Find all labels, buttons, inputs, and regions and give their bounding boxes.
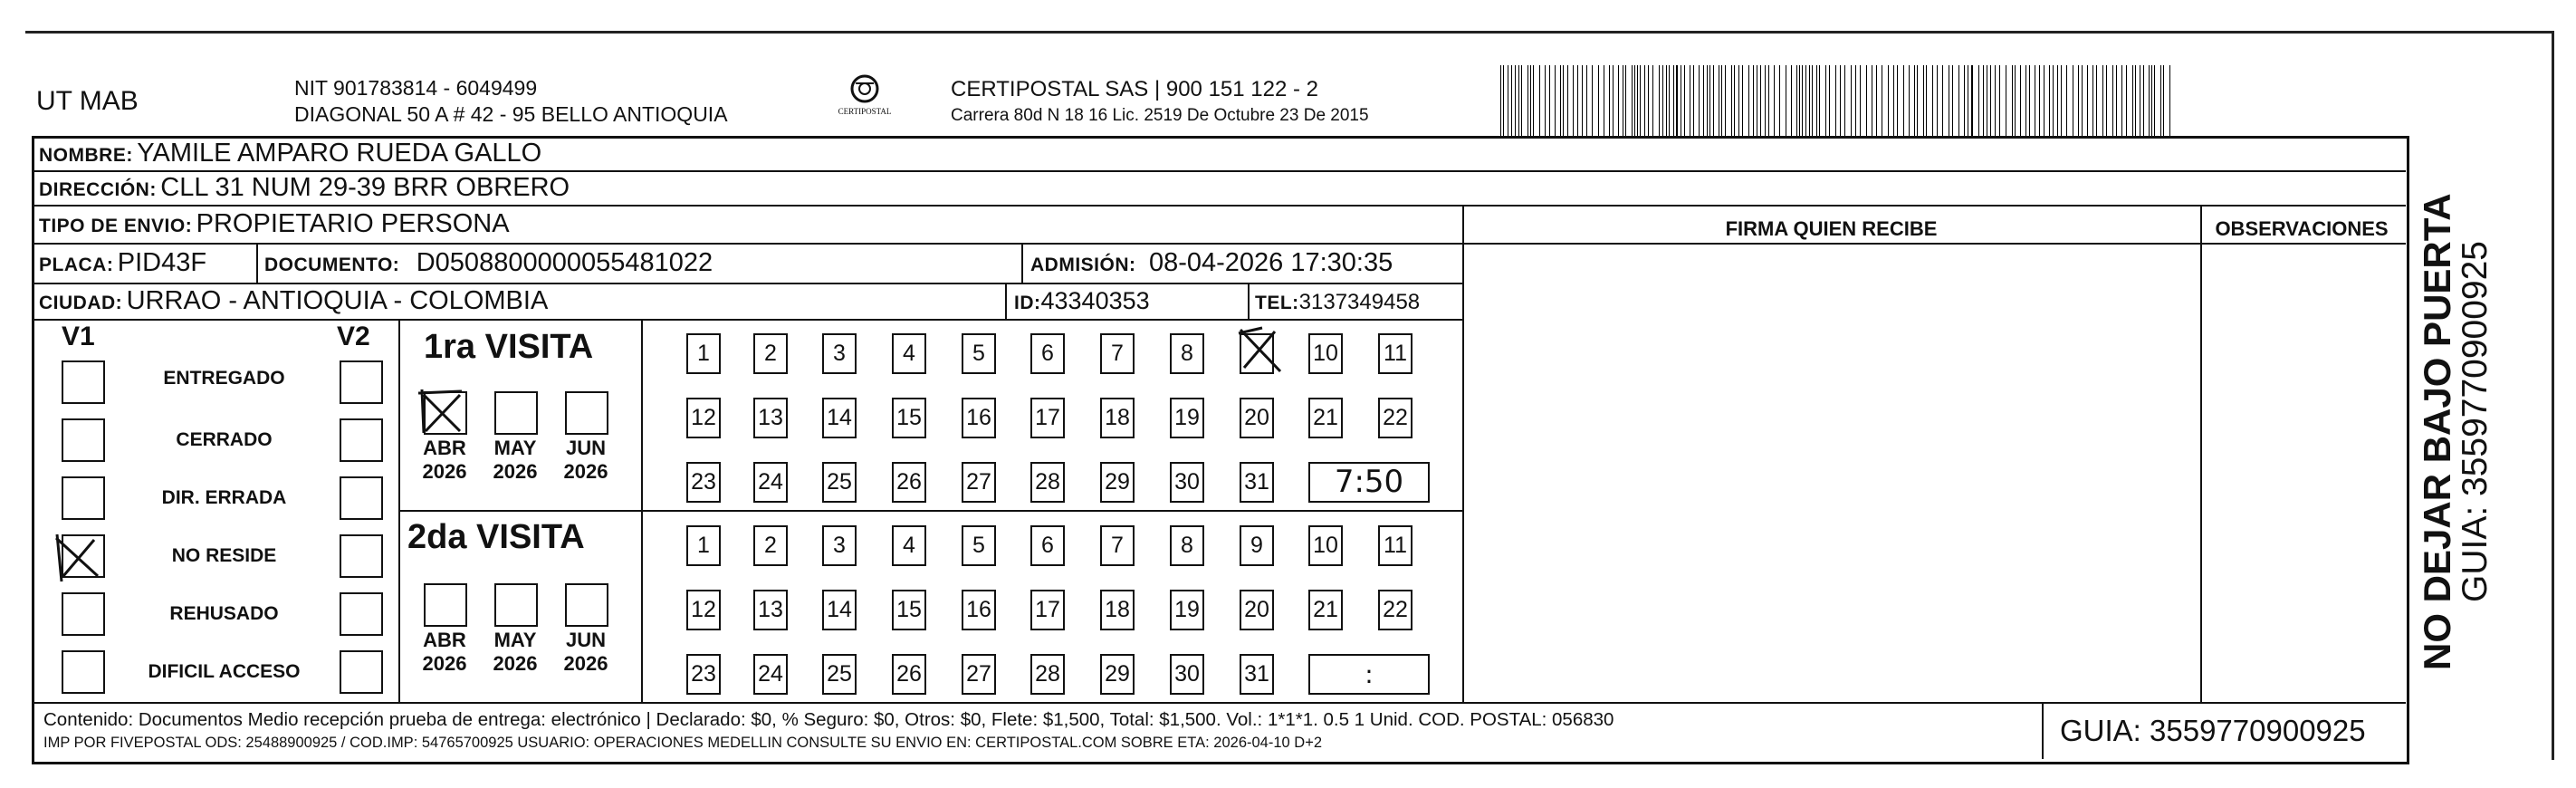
barcode-bar: [2154, 65, 2155, 136]
v2-checkbox[interactable]: [340, 592, 383, 636]
barcode-bar: [2053, 65, 2054, 136]
license-line: Carrera 80d N 18 16 Lic. 2519 De Octubre 23 De 2015: [951, 106, 1369, 125]
barcode-bar: [1738, 65, 1739, 136]
barcode-bar: [2049, 65, 2050, 136]
day-box[interactable]: 29: [1100, 462, 1135, 503]
barcode-bar: [1816, 65, 1817, 136]
barcode-bar: [1888, 65, 1889, 136]
barcode-bar: [2163, 65, 2164, 136]
barcode-bar: [2096, 65, 2097, 136]
barcode-bar: [1971, 65, 1973, 136]
status-label: CERRADO: [176, 429, 273, 450]
day-box[interactable]: 15: [892, 398, 926, 438]
day-box[interactable]: 13: [753, 590, 788, 630]
documento-value: D0508800000055481022: [416, 248, 713, 277]
month-year-label: 2026: [563, 460, 608, 483]
v1-checkbox[interactable]: [62, 418, 105, 462]
month-checkbox[interactable]: [494, 391, 538, 435]
barcode-bar: [1796, 65, 1797, 136]
barcode-bar: [1527, 65, 1528, 136]
month-year-label: 2026: [493, 460, 538, 483]
month-year-label: 2026: [422, 652, 467, 675]
barcode-bar: [2057, 65, 2058, 136]
barcode-bar: [2135, 65, 2136, 136]
placa-label: PLACA:: [39, 255, 114, 275]
barcode-bar: [1539, 65, 1540, 136]
barcode-bar: [1768, 65, 1769, 136]
barcode-bar: [1609, 65, 1610, 136]
barcode-bar: [2092, 65, 2093, 136]
barcode-bar: [1533, 65, 1534, 136]
barcode-bar: [1903, 65, 1904, 136]
day-box[interactable]: 13: [753, 398, 788, 438]
day-box[interactable]: 21: [1308, 398, 1343, 438]
barcode-bar: [1703, 65, 1704, 136]
barcode-bar: [1952, 65, 1953, 136]
certipostal-logo: [833, 71, 896, 125]
day-box[interactable]: 11: [1378, 525, 1412, 566]
v2-checkbox[interactable]: [340, 650, 383, 694]
barcode-bar: [1669, 65, 1670, 136]
barcode-bar: [1809, 65, 1810, 136]
day-box[interactable]: 4: [892, 333, 926, 374]
barcode-bar: [2061, 65, 2062, 136]
tipo-envio-label: TIPO DE ENVIO:: [39, 216, 193, 236]
barcode-bar: [1819, 65, 1820, 136]
v2-label: V2: [337, 322, 370, 351]
day-box[interactable]: 6: [1030, 525, 1065, 566]
barcode-bar: [1684, 65, 1685, 136]
barcode-bar: [1876, 65, 1877, 136]
barcode-bar: [1515, 65, 1516, 136]
logo-text: CERTIPOSTAL: [838, 107, 892, 116]
month-label: JUN: [565, 437, 606, 459]
barcode-bar: [1923, 65, 1924, 136]
day-box[interactable]: 25: [822, 654, 857, 695]
day-box[interactable]: 28: [1030, 462, 1065, 503]
barcode-bar: [1926, 65, 1927, 136]
barcode-bar: [1586, 65, 1587, 136]
barcode-bar: [1937, 65, 1938, 136]
day-box[interactable]: 19: [1170, 398, 1204, 438]
month-label: ABR: [423, 629, 466, 651]
visit-time-box[interactable]: :: [1308, 654, 1430, 695]
observaciones-header: OBSERVACIONES: [2215, 217, 2389, 240]
tipo-envio-value: PROPIETARIO PERSONA: [196, 209, 510, 238]
barcode-bar: [1999, 65, 2000, 136]
handwritten-mark-day-9: [1235, 324, 1288, 377]
barcode-bar: [1760, 65, 1761, 136]
barcode-bar: [2116, 65, 2117, 136]
first-visit-title: 1ra VISITA: [424, 328, 594, 366]
day-box[interactable]: 4: [892, 525, 926, 566]
barcode-bar: [1866, 65, 1867, 136]
barcode-bar: [1802, 65, 1803, 136]
day-box[interactable]: 18: [1100, 398, 1135, 438]
barcode-bar: [1707, 65, 1708, 136]
day-box[interactable]: 2: [753, 525, 788, 566]
admision-label: ADMISIÓN:: [1030, 255, 1136, 275]
direccion-label: DIRECCIÓN:: [39, 179, 157, 200]
barcode-bar: [1983, 65, 1984, 136]
barcode-bar: [1958, 65, 1959, 136]
barcode-bar: [1634, 65, 1635, 136]
barcode-bar: [2126, 65, 2127, 136]
firma-header: FIRMA QUIEN RECIBE: [1725, 217, 1938, 240]
handwritten-check-abr: [415, 386, 473, 438]
day-box[interactable]: 26: [892, 654, 926, 695]
barcode-bar: [1640, 65, 1641, 136]
barcode-bar: [1812, 65, 1813, 136]
barcode-bar: [2020, 65, 2021, 136]
handwritten-check-no-reside: [53, 533, 107, 583]
barcode-bar: [1659, 65, 1660, 136]
barcode-bar: [1774, 65, 1775, 136]
barcode-bar: [1995, 65, 1996, 136]
day-box[interactable]: 5: [962, 333, 996, 374]
barcode-bar: [1734, 65, 1735, 136]
month-year-label: 2026: [422, 460, 467, 483]
barcode-bar: [1709, 65, 1710, 136]
barcode-bar: [1825, 65, 1826, 136]
month-label: MAY: [493, 437, 537, 459]
day-box[interactable]: 7: [1100, 525, 1135, 566]
barcode-bar: [1563, 65, 1564, 136]
day-box[interactable]: 1: [686, 525, 721, 566]
barcode-bar: [1791, 65, 1792, 136]
company-code: UT MAB: [36, 86, 139, 116]
barcode-bar: [1860, 65, 1861, 136]
day-box[interactable]: 31: [1240, 654, 1274, 695]
barcode-bar: [1652, 65, 1653, 136]
day-box[interactable]: 10: [1308, 525, 1343, 566]
v1-checkbox[interactable]: [62, 476, 105, 520]
barcode-bar: [1613, 65, 1614, 136]
barcode-bar: [2106, 65, 2107, 136]
v2-checkbox[interactable]: [340, 534, 383, 578]
barcode-bar: [2149, 65, 2150, 136]
barcode-bar: [1637, 65, 1638, 136]
barcode-bar: [1577, 65, 1578, 136]
barcode-bar: [1598, 65, 1599, 136]
barcode-bar: [1779, 65, 1780, 136]
v1-label: V1: [62, 322, 95, 351]
barcode-bar: [1567, 65, 1568, 136]
day-box[interactable]: 18: [1100, 590, 1135, 630]
barcode-bar: [1909, 65, 1910, 136]
month-label: MAY: [493, 629, 537, 651]
barcode-bar: [1893, 65, 1894, 136]
barcode-bar: [1855, 65, 1856, 136]
day-box[interactable]: 22: [1378, 398, 1412, 438]
barcode-bar: [2082, 65, 2083, 136]
nombre-label: NOMBRE:: [39, 145, 133, 166]
direccion-value: CLL 31 NUM 29-39 BRR OBRERO: [160, 173, 570, 202]
day-box[interactable]: 6: [1030, 333, 1065, 374]
day-box[interactable]: 31: [1240, 462, 1274, 503]
day-box[interactable]: 8: [1170, 333, 1204, 374]
v1-checkbox[interactable]: [62, 592, 105, 636]
imp-line: IMP POR FIVEPOSTAL ODS: 25488900925 / COD.IMP: 54765700925 USUARIO: OPERACIONES MEDELLIN CONSULTE SU ENVIO EN: CERTIPOSTAL.COM SOBRE ETA: 2026-04-10 D+2: [43, 735, 1323, 751]
day-box[interactable]: 5: [962, 525, 996, 566]
second-visit-title: 2da VISITA: [407, 518, 585, 556]
day-box[interactable]: 16: [962, 398, 996, 438]
placa-value: PID43F: [117, 248, 207, 277]
day-box[interactable]: 24: [753, 462, 788, 503]
barcode-bar: [2087, 65, 2088, 136]
id-value: 43340353: [1040, 287, 1150, 314]
month-checkbox[interactable]: [424, 583, 467, 627]
barcode-bar: [1618, 65, 1619, 136]
barcode-bar: [1917, 65, 1918, 136]
barcode-bar: [2160, 65, 2161, 136]
barcode-bar: [2151, 65, 2152, 136]
day-box[interactable]: 14: [822, 398, 857, 438]
barcode-bar: [1978, 65, 1979, 136]
barcode-bar: [2132, 65, 2133, 136]
barcode-bar: [1725, 65, 1726, 136]
visit-time-box[interactable]: 7:50: [1308, 462, 1430, 503]
day-box[interactable]: 23: [686, 654, 721, 695]
barcode-bar: [2015, 65, 2016, 136]
barcode-bar: [2112, 65, 2113, 136]
day-box[interactable]: 1: [686, 333, 721, 374]
day-box[interactable]: 30: [1170, 654, 1204, 695]
barcode-bar: [1518, 65, 1519, 136]
day-box[interactable]: 29: [1100, 654, 1135, 695]
day-box[interactable]: 19: [1170, 590, 1204, 630]
day-box[interactable]: 9: [1240, 525, 1274, 566]
month-year-label: 2026: [493, 652, 538, 675]
month-year-label: 2026: [563, 652, 608, 675]
barcode-bar: [1560, 65, 1561, 136]
barcode-bar: [1844, 65, 1845, 136]
day-box[interactable]: 28: [1030, 654, 1065, 695]
barcode-bar: [1753, 65, 1754, 136]
barcode-bar: [1731, 65, 1732, 136]
barcode-bar: [1840, 65, 1841, 136]
day-box[interactable]: 30: [1170, 462, 1204, 503]
status-label: NO RESIDE: [171, 545, 277, 566]
barcode-bar: [2025, 65, 2026, 136]
tel-label: TEL:: [1255, 293, 1299, 313]
ciudad-value: URRAO - ANTIOQUIA - COLOMBIA: [126, 286, 549, 315]
barcode-bar: [1573, 65, 1574, 136]
day-box[interactable]: 27: [962, 654, 996, 695]
v1-checkbox[interactable]: [62, 360, 105, 404]
barcode-bar: [1851, 65, 1852, 136]
barcode-bar: [1632, 65, 1633, 136]
day-box[interactable]: 27: [962, 462, 996, 503]
day-box[interactable]: 21: [1308, 590, 1343, 630]
admision-value: 08-04-2026 17:30:35: [1148, 248, 1393, 277]
barcode-bar: [2102, 65, 2103, 136]
barcode-bar: [1582, 65, 1583, 136]
barcode-bar: [2039, 65, 2040, 136]
month-label: ABR: [423, 437, 466, 459]
barcode-bar: [1699, 65, 1700, 136]
day-box[interactable]: 24: [753, 654, 788, 695]
ciudad-label: CIUDAD:: [39, 293, 123, 313]
day-box[interactable]: 17: [1030, 590, 1065, 630]
barcode-bar: [1799, 65, 1800, 136]
side-guia: GUIA: 3559770900925: [2456, 241, 2495, 602]
day-box[interactable]: 20: [1240, 398, 1274, 438]
barcode-bar: [1964, 65, 1965, 136]
nombre-value: YAMILE AMPARO RUEDA GALLO: [137, 139, 542, 168]
barcode-bar: [1829, 65, 1830, 136]
day-box[interactable]: 3: [822, 525, 857, 566]
footer-guia: GUIA: 3559770900925: [2060, 714, 2366, 747]
day-box[interactable]: 26: [892, 462, 926, 503]
day-box[interactable]: 3: [822, 333, 857, 374]
day-box[interactable]: 20: [1240, 590, 1274, 630]
v2-checkbox[interactable]: [340, 360, 383, 404]
day-box[interactable]: 11: [1378, 333, 1412, 374]
day-box[interactable]: 12: [686, 590, 721, 630]
barcode-bar: [1666, 65, 1667, 136]
barcode-bar: [1500, 65, 1501, 136]
barcode-bar: [1644, 65, 1645, 136]
day-box[interactable]: 23: [686, 462, 721, 503]
barcode-bar: [2078, 65, 2079, 136]
month-label: JUN: [565, 629, 606, 651]
barcode-bar: [1914, 65, 1915, 136]
barcode-bar: [1897, 65, 1898, 136]
day-box[interactable]: 12: [686, 398, 721, 438]
v2-checkbox[interactable]: [340, 476, 383, 520]
barcode-bar: [1648, 65, 1649, 136]
barcode-bar: [1805, 65, 1806, 136]
day-box[interactable]: 2: [753, 333, 788, 374]
barcode-bar: [2169, 65, 2170, 136]
barcode-bar: [1530, 65, 1531, 136]
day-box[interactable]: 16: [962, 590, 996, 630]
barcode-bar: [1748, 65, 1749, 136]
barcode-bar: [1942, 65, 1943, 136]
barcode-bar: [2029, 65, 2030, 136]
month-checkbox[interactable]: [565, 583, 608, 627]
day-box[interactable]: 7: [1100, 333, 1135, 374]
day-box[interactable]: 17: [1030, 398, 1065, 438]
month-checkbox[interactable]: [565, 391, 608, 435]
address-line: DIAGONAL 50 A # 42 - 95 BELLO ANTIOQUIA: [294, 102, 728, 126]
barcode-bar: [2012, 65, 2013, 136]
no-dejar-bajo-puerta: NO DEJAR BAJO PUERTA: [2416, 193, 2458, 670]
v2-checkbox[interactable]: [340, 418, 383, 462]
tel-value: 3137349458: [1298, 290, 1421, 314]
barcode-bar: [1625, 65, 1626, 136]
contenido-line: Contenido: Documentos Medio recepción prueba de entrega: electrónico | Declarado: $0, % Seguro: $0, Otros: $0, Flete: $1,500, Total: $1,500. Vol.: 1*1*1. 0.5 1 Unid. COD. POSTAL: 056830: [43, 709, 1614, 730]
status-label: REHUSADO: [169, 603, 279, 624]
barcode-bar: [2066, 65, 2067, 136]
day-box[interactable]: 14: [822, 590, 857, 630]
barcode-bar: [1549, 65, 1550, 136]
barcode-bar: [1721, 65, 1722, 136]
barcode-bar: [1511, 65, 1512, 136]
v1-checkbox[interactable]: [62, 650, 105, 694]
nit-line: NIT 901783814 - 6049499: [294, 76, 538, 100]
barcode-bar: [1676, 65, 1678, 136]
barcode-bar: [1662, 65, 1663, 136]
status-label: ENTREGADO: [163, 368, 285, 389]
day-box[interactable]: 8: [1170, 525, 1204, 566]
barcode-bar: [1742, 65, 1743, 136]
status-label: DIR. ERRADA: [161, 487, 287, 508]
barcode-bar: [1503, 65, 1504, 136]
barcode-bar: [2044, 65, 2045, 136]
certipostal-line: CERTIPOSTAL SAS | 900 151 122 - 2: [951, 77, 1318, 101]
day-box[interactable]: 22: [1378, 590, 1412, 630]
day-box[interactable]: 15: [892, 590, 926, 630]
barcode-bar: [1713, 65, 1714, 136]
barcode-bar: [1592, 65, 1593, 136]
barcode-bar: [1765, 65, 1766, 136]
id-label: ID:: [1014, 293, 1041, 313]
barcode-bar: [1835, 65, 1836, 136]
barcode-bar: [1693, 65, 1694, 136]
barcode-bar: [1521, 65, 1522, 136]
barcode-bar: [1555, 65, 1556, 136]
status-label: DIFICIL ACCESO: [148, 661, 301, 682]
barcode-bar: [2121, 65, 2122, 136]
barcode-bar: [1545, 65, 1546, 136]
day-box[interactable]: 25: [822, 462, 857, 503]
barcode-bar: [1932, 65, 1933, 136]
barcode: [1499, 65, 2178, 136]
barcode-bar: [2143, 65, 2144, 136]
barcode-bar: [1990, 65, 1991, 136]
month-checkbox[interactable]: [494, 583, 538, 627]
day-box[interactable]: 10: [1308, 333, 1343, 374]
documento-label: DOCUMENTO:: [264, 255, 400, 275]
barcode-bar: [1673, 65, 1674, 136]
